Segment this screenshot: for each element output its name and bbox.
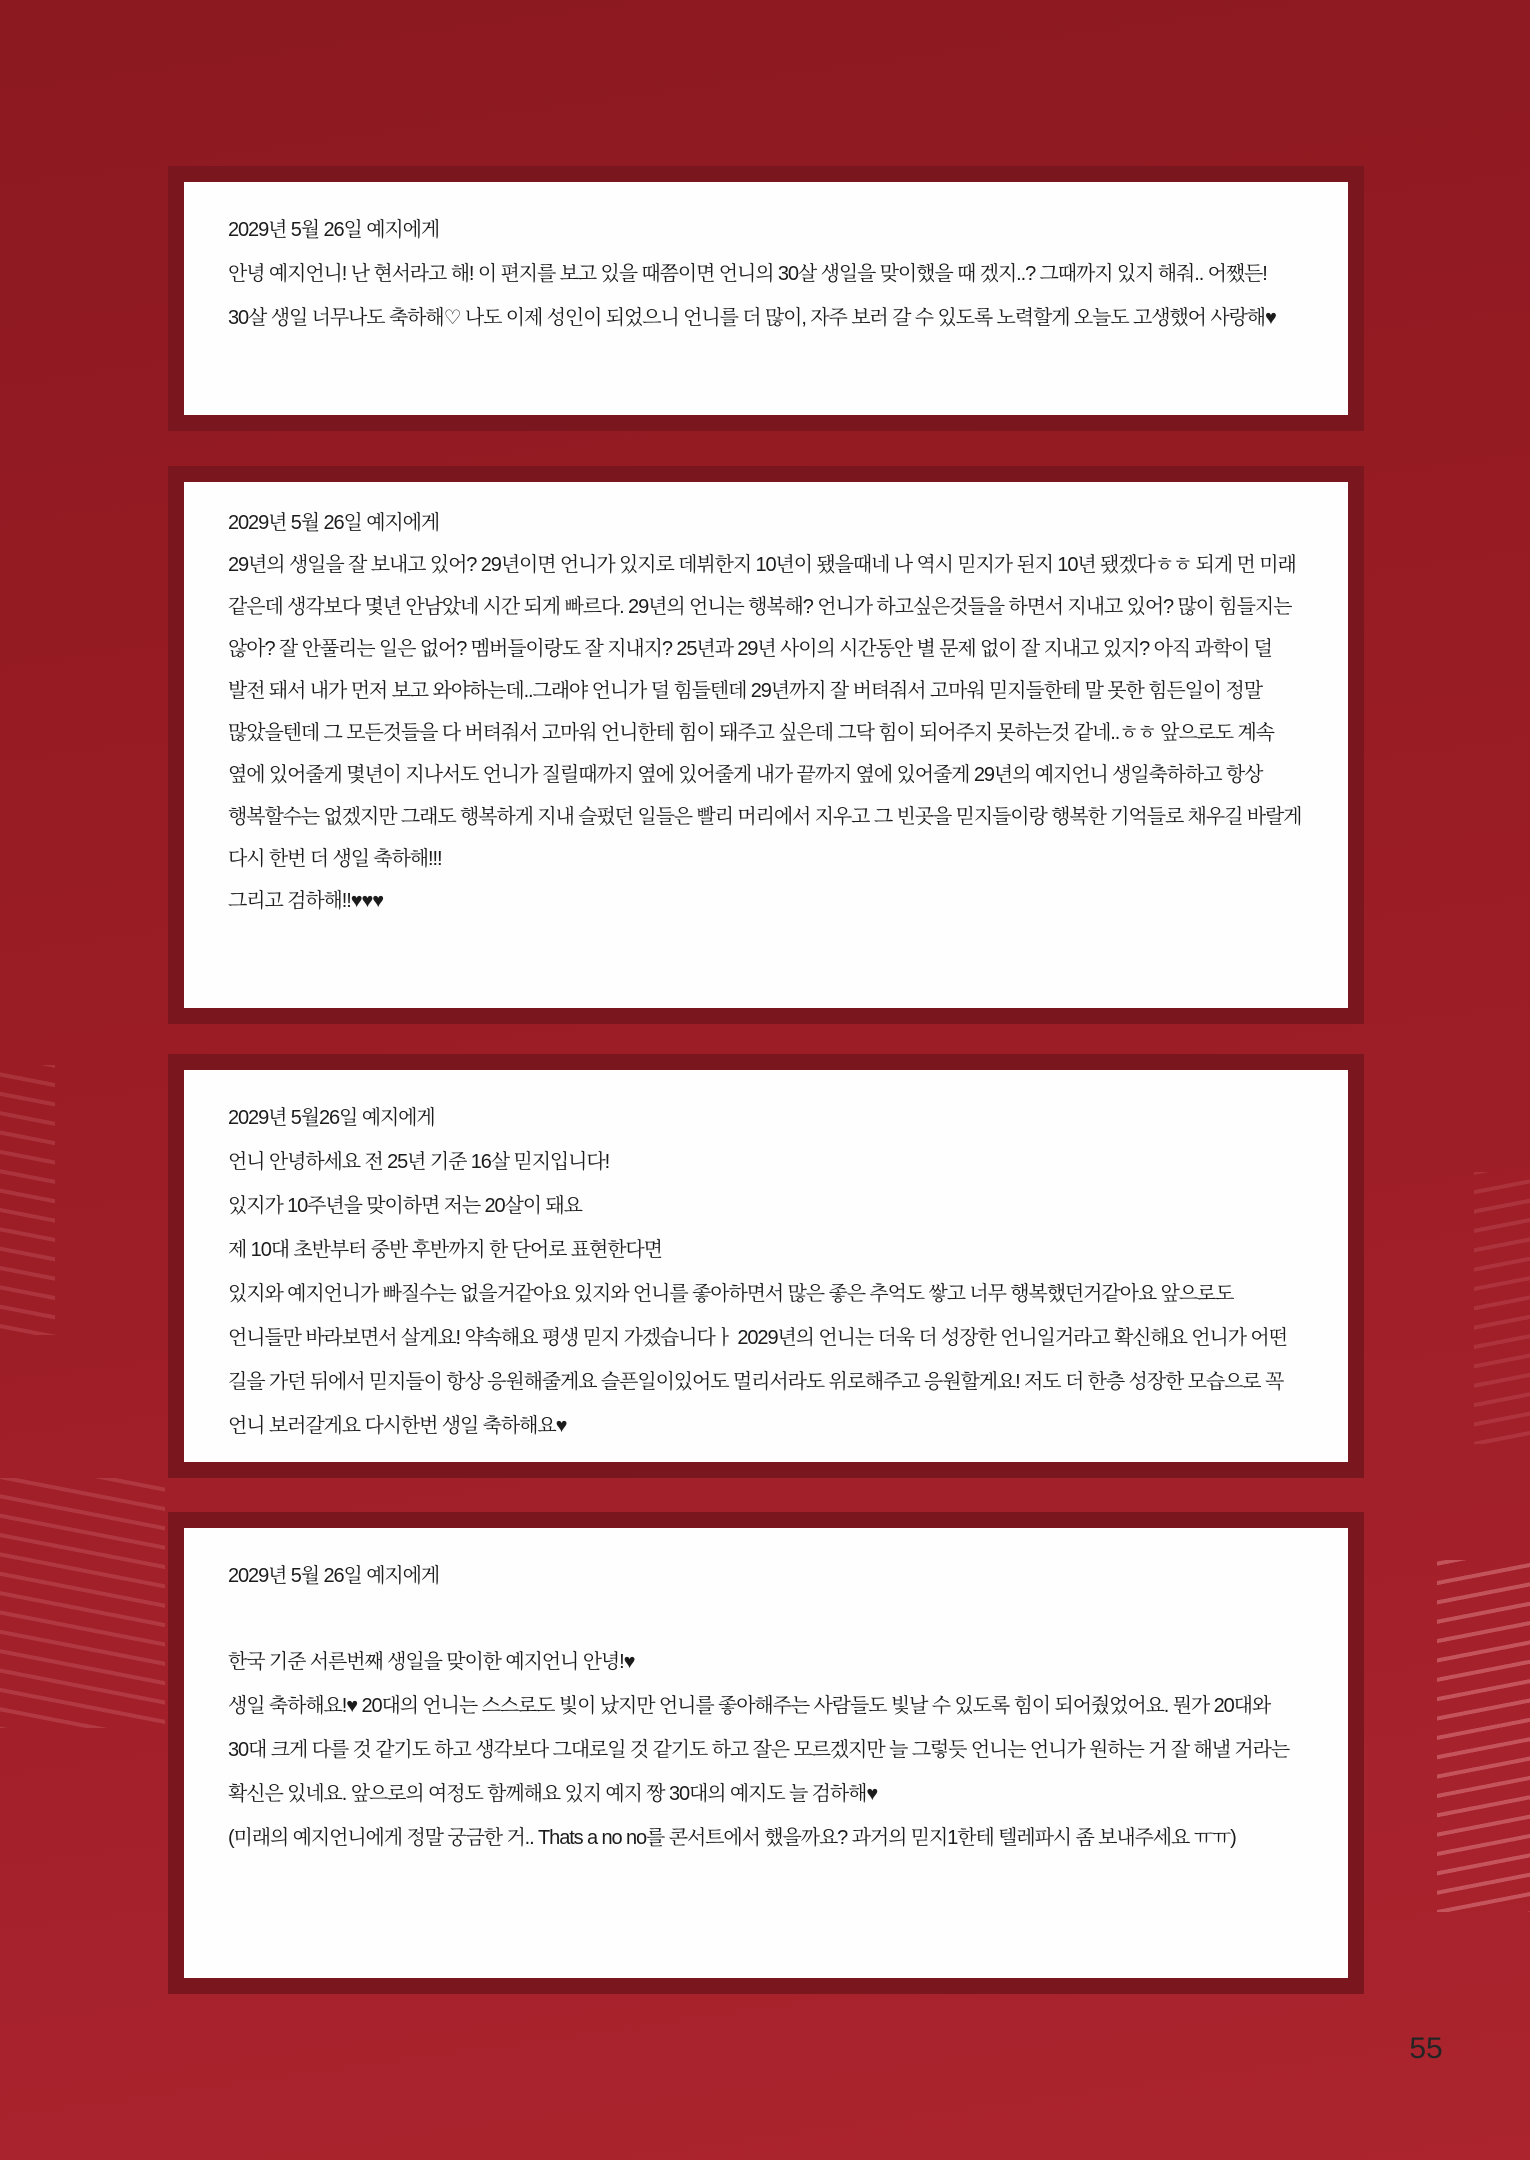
letter-paragraph: 그리고 검하해!!♥♥♥	[228, 890, 384, 912]
letter-card-3	[168, 1054, 1364, 1478]
letter-card-2-content	[184, 482, 1348, 948]
letter-paragraph: 안녕 예지언니! 난 현서라고 해! 이 편지를 보고 있을 때쯤이면 언니의 30살 생일을 맞이했을 때 겠지..? 그때까지 있지 해줘.. 어쨌든! 30살 생일 너무나도 축하해♡ 나도 이제 성인이 되었으니 언니를 더 많이, 자주 보러 갈 수 있도록 노력할게 오늘도 고생했어 사랑해♥	[228, 263, 1276, 329]
letter-card-3-content	[184, 1070, 1348, 1474]
letter-card-1	[168, 166, 1364, 431]
letter-paragraph: 29년의 생일을 잘 보내고 있어? 29년이면 언니가 있지로 데뷔한지 10년이 됐을때네 나 역시 믿지가 된지 10년 됐겠다ㅎㅎ 되게 먼 미래 같은데 생각보다 몇년 안남았네 시간 되게 빠르다. 29년의 언니는 행복해? 언니가 하고싶은것들을 하면서 지내고 있어? 많이 힘들지는 않아? 잘 안풀리는 일은 없어? 멤버들이랑도 잘 지내지? 25년과 29년 사이의 시간동안 별 문제 없이 잘 지내고 있지? 아직 과학이 덜 발전 돼서 내가 먼저 보고 와야하는데..그래야 언니가 덜 힘들텐데 29년까지 잘 버텨줘서 고마워 믿지들한테 말 못한 힘든일이 정말 많았을텐데 그 모든것들을 다 버텨줘서 고마워 언니한테 힘이 돼주고 싶은데 그닥 힘이 되어주지 못하는것 같네..ㅎㅎ 앞으로도 계속 옆에 있어줄게 몇년이 지나서도 언니가 질릴때까지 옆에 있어줄게 내가 끝까지 옆에 있어줄게 29년의 예지언니 생일축하하고 항상 행복할수는 없겠지만 그래도 행복하게 지내 슬펐던 일들은 빨리 머리에서 지우고 그 빈곳을 믿지들이랑 행복한 기억들로 채우길 바랄게 다시 한번 더 생일 축하해!!!	[228, 554, 1302, 870]
letter-paragraph: 제 10대 초반부터 중반 후반까지 한 단어로 표현한다면	[228, 1239, 662, 1261]
stripe-lines	[1437, 1560, 1530, 1912]
deco-stripe-fan-left-lower	[0, 1478, 165, 1728]
letter-card-2	[168, 466, 1364, 1024]
letter-date: 2029년 5월 26일 예지에게	[228, 219, 440, 241]
page-number: 55	[1409, 2032, 1443, 2065]
letter-date: 2029년 5월 26일 예지에게	[228, 1565, 440, 1587]
stripe-lines	[0, 1065, 55, 1335]
letter-paragraph: 한국 기준 서른번째 생일을 맞이한 예지언니 안녕!♥	[228, 1651, 635, 1673]
deco-stripe-fan-left-upper	[0, 1065, 55, 1335]
stripe-lines	[0, 1478, 165, 1728]
letter-paragraph: 있지와 예지언니가 빠질수는 없을거같아요 있지와 언니를 좋아하면서 많은 좋은 추억도 쌓고 너무 행복했던거같아요 앞으로도 언니들만 바라보면서 살게요! 약속해요 평생 믿지 가겠습니다ㅏ 2029년의 언니는 더욱 더 성장한 언니일거라고 확신해요 언니가 어떤 길을 가던 뒤에서 믿지들이 항상 응원해줄게요 슬픈일이있어도 멀리서라도 위로해주고 응원할게요! 저도 더 한층 성장한 모습으로 꼭 언니 보러갈게요 다시한번 생일 축하해요♥	[228, 1283, 1287, 1437]
letter-paragraph: (미래의 예지언니에게 정말 궁금한 거.. Thats a no no를 콘서트에서 했을까요? 과거의 믿지1한테 텔레파시 좀 보내주세요 ㅠㅠ)	[228, 1827, 1236, 1849]
letter-card-1-content	[184, 182, 1348, 366]
letter-paragraph: 생일 축하해요!♥ 20대의 언니는 스스로도 빛이 났지만 언니를 좋아해주는 사람들도 빛날 수 있도록 힘이 되어줬었어요. 뭔가 20대와 30대 크게 다를 것 같기도 하고 생각보다 그대로일 것 같기도 하고 잘은 모르겠지만 늘 그렇듯 언니는 언니가 원하는 거 잘 해낼 거라는 확신은 있네요. 앞으로의 여정도 함께해요 있지 예지 짱 30대의 예지도 늘 검하해♥	[228, 1695, 1290, 1805]
letter-date: 2029년 5월26일 예지에게	[228, 1107, 435, 1129]
letter-paragraph: 언니 안녕하세요 전 25년 기준 16살 믿지입니다!	[228, 1151, 610, 1173]
deco-stripe-fan-right-upper	[1474, 1172, 1530, 1444]
letter-paragraph: 있지가 10주년을 맞이하면 저는 20살이 돼요	[228, 1195, 582, 1217]
letter-card-4	[168, 1512, 1364, 1994]
letter-date: 2029년 5월 26일 예지에게	[228, 512, 440, 534]
stripe-lines	[1474, 1172, 1530, 1444]
letter-card-4-content	[184, 1528, 1348, 1886]
deco-stripe-fan-right-lower	[1437, 1560, 1530, 1912]
